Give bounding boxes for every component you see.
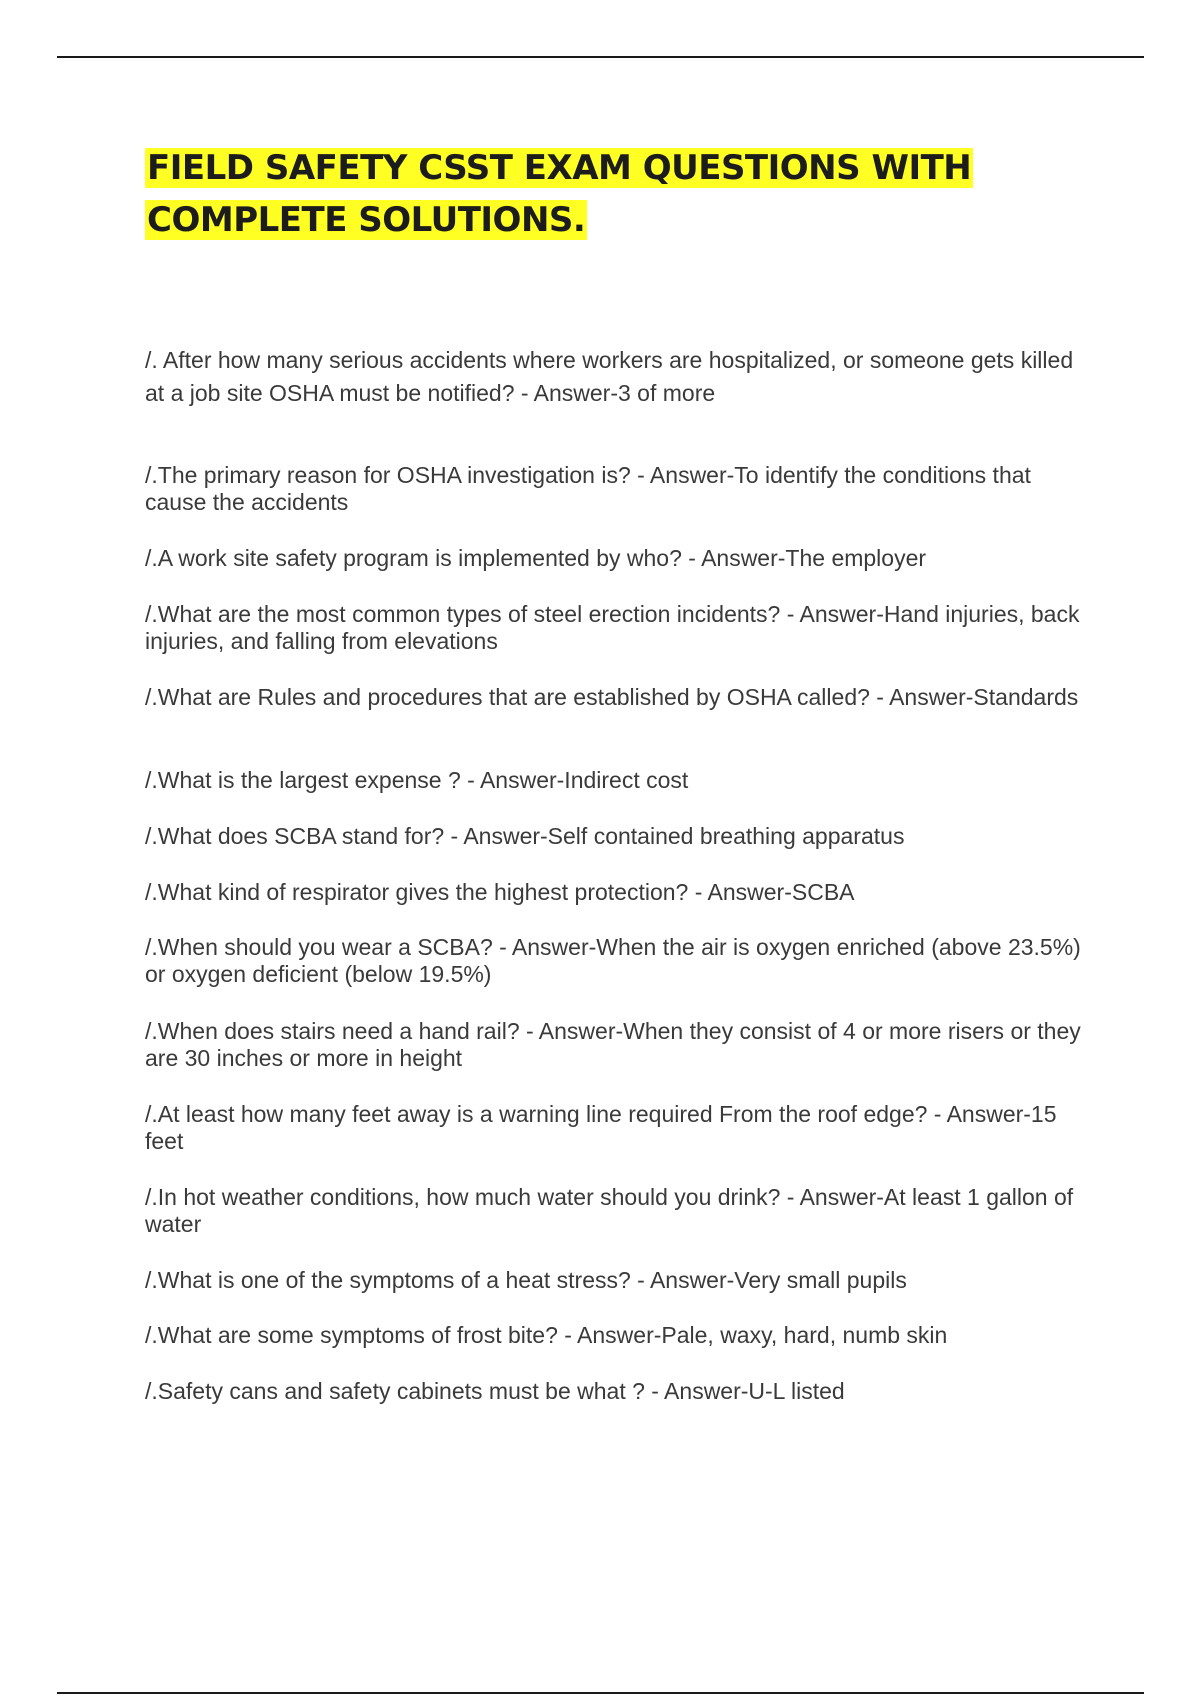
qa-item-1: /. After how many serious accidents where workers are hospitalized, or someone gets killed at a job site OSHA must be notified? - Answer-3 of more	[145, 347, 1074, 406]
qa-item-14: /.What are some symptoms of frost bite? - Answer-Pale, waxy, hard, numb skin	[145, 1322, 948, 1348]
qa-item-5: /.What are Rules and procedures that are established by OSHA called? - Answer-Standards	[145, 684, 1079, 710]
document-title	[145, 142, 1045, 246]
qa-item-7: /.What does SCBA stand for? - Answer-Self contained breathing apparatus	[145, 823, 905, 849]
header-rule	[57, 56, 1144, 58]
qa-item-3: /.A work site safety program is implemented by who? - Answer-The employer	[145, 545, 927, 571]
qa-item-12: /.In hot weather conditions, how much water should you drink? - Answer-At least 1 gallon of water	[145, 1184, 1074, 1237]
qa-item-2: /.The primary reason for OSHA investigation is? - Answer-To identify the conditions that cause the accidents	[145, 462, 1031, 515]
footer-rule	[57, 1692, 1144, 1694]
qa-item-10: /.When does stairs need a hand rail? - Answer-When they consist of 4 or more risers or they are 30 inches or more in height	[145, 1018, 1081, 1071]
qa-item-11: /.At least how many feet away is a warning line required From the roof edge? - Answer-15 feet	[145, 1101, 1057, 1154]
qa-item-4: /.What are the most common types of steel erection incidents? - Answer-Hand injuries, back injuries, and falling from elevations	[145, 601, 1080, 654]
qa-item-15: /.Safety cans and safety cabinets must be what ? - Answer-U-L listed	[145, 1378, 845, 1404]
qa-item-8: /.What kind of respirator gives the highest protection? - Answer-SCBA	[145, 879, 855, 905]
qa-item-13: /.What is one of the symptoms of a heat stress? - Answer-Very small pupils	[145, 1267, 907, 1293]
document-title-text: FIELD SAFETY CSST EXAM QUESTIONS WITH COMPLETE SOLUTIONS.	[147, 148, 972, 240]
qa-item-9: /.When should you wear a SCBA? - Answer-When the air is oxygen enriched (above 23.5%) or oxygen deficient (below 19.5%)	[145, 934, 1081, 987]
qa-item-6: /.What is the largest expense ? - Answer-Indirect cost	[145, 767, 689, 793]
